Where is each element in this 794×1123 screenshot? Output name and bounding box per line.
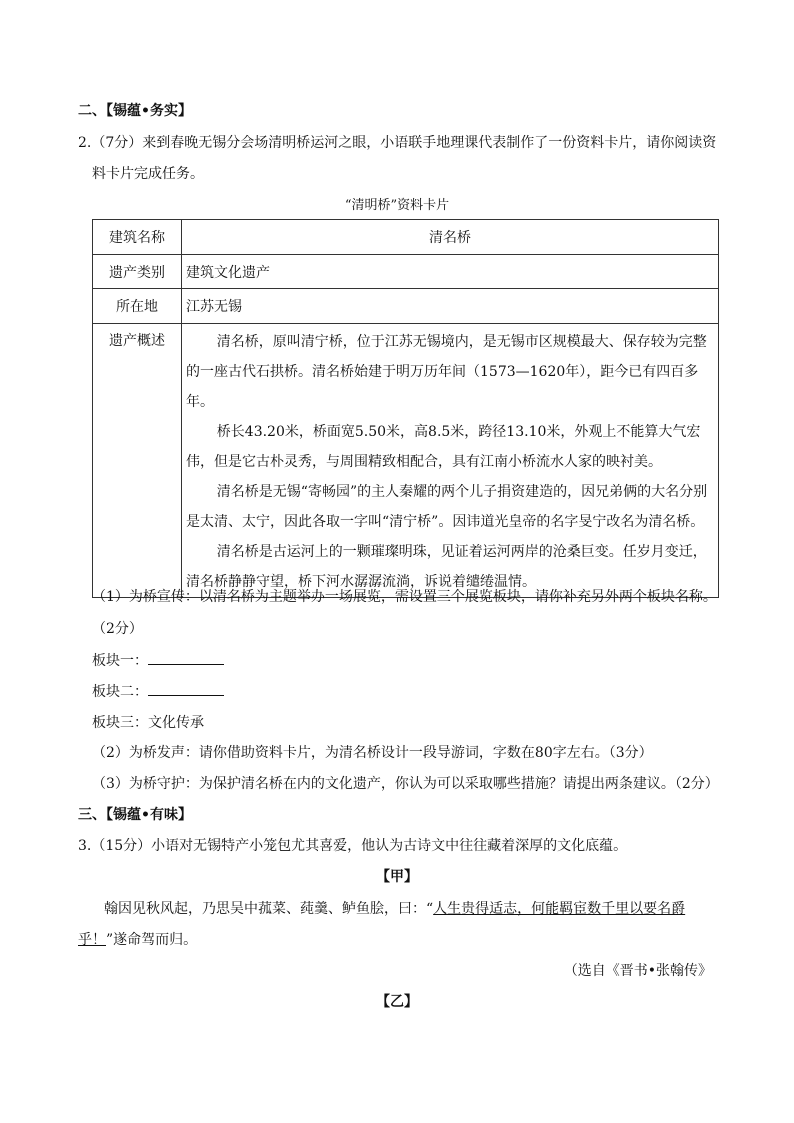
jia-source: （选自《晋书•张翰传》	[563, 963, 712, 979]
table-row	[93, 289, 719, 324]
block2-answer-blank[interactable]	[148, 681, 224, 696]
question2-line2: 料卡片完成任务。	[92, 166, 204, 182]
sub3-line: （3）为桥守护：为保护清名桥在内的文化遗产，你认为可以采取哪些措施？请提出两条建议。（2分）	[92, 776, 719, 792]
jia-line1	[104, 898, 685, 918]
row-label: 建筑名称	[93, 220, 182, 255]
jia-line1-text: 翰因见秋风起，乃思吴中菰菜、莼羹、鲈鱼脍，曰：“	[104, 901, 434, 917]
row-value: 江苏无锡	[182, 289, 719, 324]
block1-answer-blank[interactable]	[148, 650, 224, 665]
overview-paragraph: 清名桥是古运河上的一颗璀璨明珠，见证着运河两岸的沧桑巨变。任岁月变迁，清名桥静静守望，桥下河水潺潺流淌，诉说着缱绻温情。	[186, 544, 707, 590]
table-row	[93, 255, 719, 289]
block3-line: 板块三：文化传承	[92, 715, 204, 731]
jia-line2	[78, 929, 197, 949]
jia-underlined-text: 人生贵得适志，何能羁宦数千里以要名爵	[433, 901, 686, 917]
jia-title: 【甲】	[376, 869, 418, 885]
overview-cell	[182, 324, 719, 598]
row-label: 遗产类别	[93, 255, 182, 289]
sub1-line2: （2分）	[92, 621, 143, 637]
row-value: 建筑文化遗产	[182, 255, 719, 289]
block1-label: 板块一：	[92, 653, 148, 669]
overview-paragraph: 清名桥，原叫清宁桥，位于江苏无锡境内，是无锡市区规模最大、保存较为完整的一座古代石拱桥。清名桥始建于明万历年间（1573—1620年），距今已有四百多年。	[186, 334, 707, 410]
jia-line2-text: ”遂命驾而归。	[106, 932, 198, 948]
yi-title: 【乙】	[376, 994, 418, 1010]
block2-line	[92, 681, 224, 701]
card-title: “清明桥”资料卡片	[344, 198, 450, 213]
row-value: 清名桥	[182, 220, 719, 255]
info-card-table	[92, 219, 719, 598]
block1-line	[92, 650, 224, 670]
row-label: 遗产概述	[93, 324, 182, 598]
question2-line1: 2.（7分）来到春晚无锡分会场清明桥运河之眼，小语联手地理课代表制作了一份资料卡片，请你阅读资	[78, 135, 717, 151]
table-row	[93, 324, 719, 598]
sub2-line: （2）为桥发声：请你借助资料卡片，为清名桥设计一段导游词，字数在80字左右。（3分）	[92, 745, 653, 761]
overview-paragraph: 清名桥是无锡“寄畅园”的主人秦耀的两个儿子捐资建造的，因兄弟俩的大名分别是太清、太宁，因此各取一字叫“清宁桥”。因讳道光皇帝的名字旻宁改名为清名桥。	[186, 484, 708, 530]
section2-heading: 二、【锡蕴•务实】	[78, 103, 192, 119]
question3-line: 3.（15分）小语对无锡特产小笼包尤其喜爱，他认为古诗文中往往藏着深厚的文化底蕴。	[78, 838, 628, 854]
sub1-line1: （1）为桥宣传：以清名桥为主题举办一场展览，需设置三个展览板块，请你补充另外两个板块名称。	[92, 589, 717, 605]
overview-paragraph: 桥长43.20米，桥面宽5.50米，高8.5米，跨径13.10米，外观上不能算大气宏伟，但是它古朴灵秀，与周围精致相配合，具有江南小桥流水人家的映衬美。	[186, 424, 701, 470]
section3-heading: 三、【锡蕴•有味】	[78, 807, 192, 823]
jia-underlined-end: 乎！	[78, 932, 106, 948]
block2-label: 板块二：	[92, 684, 148, 700]
table-row	[93, 220, 719, 255]
row-label: 所在地	[93, 289, 182, 324]
